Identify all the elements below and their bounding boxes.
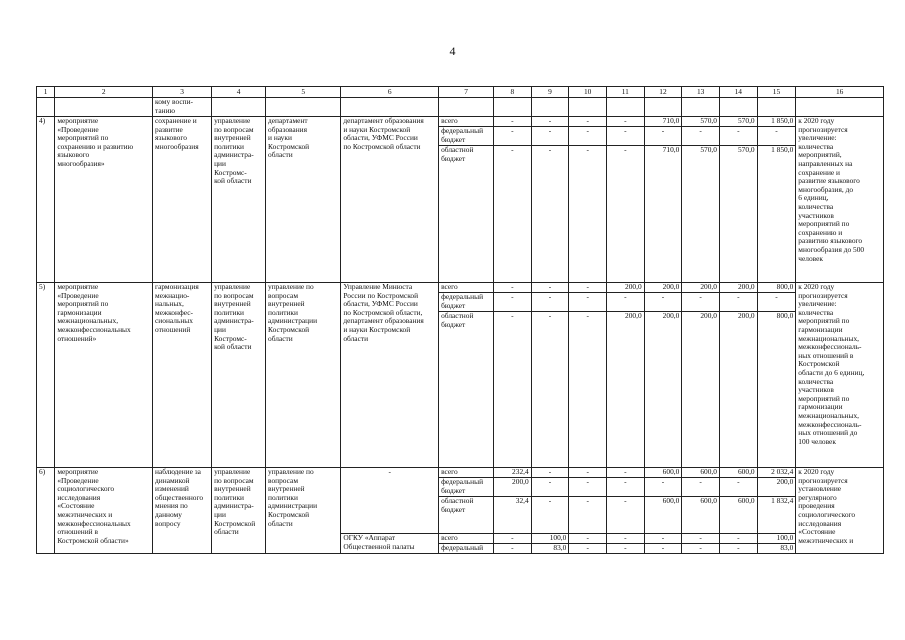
funding-source: федеральный <box>439 544 494 554</box>
value-cell: 32,4 <box>494 497 532 534</box>
measure-goal: наблюдение за динамикой изменений общественного мнения по данному вопросу <box>153 468 212 554</box>
value-cell: 200,0 <box>644 312 682 468</box>
funding-source: федеральный бюджет <box>439 127 494 146</box>
col-header: 16 <box>796 87 884 98</box>
col-header: 8 <box>494 87 532 98</box>
value-cell: 100,0 <box>531 534 569 544</box>
value-cell: - <box>719 544 757 554</box>
value-cell: 200,0 <box>644 283 682 293</box>
value-cell: - <box>531 468 569 478</box>
value-cell: 232,4 <box>494 468 532 478</box>
value-cell: 600,0 <box>644 468 682 478</box>
funding-source: всего <box>439 468 494 478</box>
col-header: 7 <box>439 87 494 98</box>
value-cell: - <box>531 312 569 468</box>
value-cell: - <box>494 117 532 127</box>
co-executors: департамент образования и науки Костромской области, УФМС России по Костромской области <box>341 117 439 283</box>
value-cell: - <box>569 497 607 534</box>
value-cell: 570,0 <box>682 117 720 127</box>
value-cell: - <box>607 127 645 146</box>
expected-result: к 2020 году прогнозируется установление регулярного проведения социологического исследования «Состояние межэтнических и <box>796 468 884 554</box>
value-cell: - <box>531 283 569 293</box>
value-cell: - <box>757 293 796 312</box>
value-cell: 200,0 <box>719 283 757 293</box>
value-cell: 570,0 <box>719 117 757 127</box>
col-header: 3 <box>153 87 212 98</box>
col-header: 4 <box>212 87 266 98</box>
value-cell: 570,0 <box>719 146 757 283</box>
measure-goal: гармонизация межнацио- нальных, межконфес- сиональных отношений <box>153 283 212 468</box>
value-cell: - <box>569 146 607 283</box>
value-cell: - <box>569 117 607 127</box>
value-cell: - <box>531 146 569 283</box>
value-cell: 1 850,0 <box>757 146 796 283</box>
header-row <box>37 87 884 98</box>
row-number: 6) <box>37 468 55 554</box>
value-cell: 600,0 <box>682 497 720 534</box>
value-cell: 800,0 <box>757 312 796 468</box>
value-cell: - <box>494 544 532 554</box>
value-cell: 200,0 <box>682 283 720 293</box>
funding-source: федеральный бюджет <box>439 293 494 312</box>
value-cell: - <box>531 478 569 497</box>
value-cell: 600,0 <box>682 468 720 478</box>
value-cell: - <box>494 293 532 312</box>
value-cell: - <box>607 146 645 283</box>
value-cell: - <box>607 544 645 554</box>
col-header: 11 <box>607 87 645 98</box>
value-cell: 83,0 <box>757 544 796 554</box>
value-cell: - <box>494 283 532 293</box>
col-header: 6 <box>341 87 439 98</box>
value-cell: - <box>607 293 645 312</box>
expected-result: к 2020 году прогнозируется увеличение: количества мероприятий, направленных на сохранение и развитие языкового многообразия, до 6 единиц, количества участников мероприятий по сохранению и развитию языкового многообразия до 500 человек <box>796 117 884 283</box>
value-cell: - <box>494 312 532 468</box>
responsible-executor: управление по вопросам внутренней политики администрации Костромской области <box>266 468 341 554</box>
value-cell: 710,0 <box>644 117 682 127</box>
value-cell: - <box>569 312 607 468</box>
value-cell: - <box>494 127 532 146</box>
value-cell: 800,0 <box>757 283 796 293</box>
value-cell: - <box>682 127 720 146</box>
value-cell: - <box>607 497 645 534</box>
value-cell: - <box>569 283 607 293</box>
value-cell: 200,0 <box>757 478 796 497</box>
col-header: 5 <box>266 87 341 98</box>
value-cell: - <box>531 497 569 534</box>
value-cell: 600,0 <box>719 497 757 534</box>
value-cell: 83,0 <box>531 544 569 554</box>
value-cell: - <box>719 127 757 146</box>
coordinator: управление по вопросам внутренней политики администра- ции Костромс- кой области <box>212 283 266 468</box>
col-header: 10 <box>569 87 607 98</box>
value-cell: - <box>757 127 796 146</box>
value-cell: - <box>494 146 532 283</box>
value-cell: - <box>644 478 682 497</box>
funding-source: всего <box>439 534 494 544</box>
value-cell: - <box>607 117 645 127</box>
col-header: 13 <box>682 87 720 98</box>
value-cell: - <box>531 293 569 312</box>
funding-source: всего <box>439 283 494 293</box>
row-number: 4) <box>37 117 55 283</box>
value-cell: - <box>569 468 607 478</box>
co-executors: ОГКУ «Аппарат Общественной палаты <box>341 534 439 554</box>
funding-source: всего <box>439 117 494 127</box>
value-cell: 600,0 <box>644 497 682 534</box>
value-cell: - <box>719 534 757 544</box>
value-cell: - <box>682 293 720 312</box>
value-cell: 200,0 <box>607 312 645 468</box>
program-table <box>36 86 884 554</box>
value-cell: - <box>644 127 682 146</box>
expected-result: к 2020 году прогнозируется увеличение: количества мероприятий по гармонизации межнациональных, межконфессиональ- ных отношений в Костромской области до 6 единиц, количества участников мероприятий по гармонизации межнациональных, межконфессиональ- ных отношений до 100 человек <box>796 283 884 468</box>
value-cell: - <box>719 293 757 312</box>
value-cell: - <box>569 293 607 312</box>
col-header: 2 <box>55 87 153 98</box>
responsible-executor: департамент образования и науки Костромской области <box>266 117 341 283</box>
col-header: 9 <box>531 87 569 98</box>
coordinator: управление по вопросам внутренней политики администра- ции Костромской области <box>212 468 266 554</box>
row-number: 5) <box>37 283 55 468</box>
value-cell: - <box>569 478 607 497</box>
funding-source: областной бюджет <box>439 146 494 283</box>
value-cell: 200,0 <box>494 478 532 497</box>
value-cell: 1 832,4 <box>757 497 796 534</box>
funding-source: федеральный бюджет <box>439 478 494 497</box>
co-executors: - <box>341 468 439 534</box>
value-cell: - <box>531 127 569 146</box>
value-cell: 200,0 <box>607 283 645 293</box>
col-header: 14 <box>719 87 757 98</box>
measure-name: мероприятие «Проведение мероприятий по гармонизации межнациональных, межконфессиональных отношений» <box>55 283 153 468</box>
value-cell: - <box>569 127 607 146</box>
value-cell: - <box>569 534 607 544</box>
table-row <box>37 117 884 127</box>
value-cell: 200,0 <box>682 312 720 468</box>
value-cell: - <box>494 534 532 544</box>
measure-name: мероприятие «Проведение социологического исследования «Состояние межэтнических и межконфессиональных отношений в Костромской области» <box>55 468 153 554</box>
value-cell: - <box>682 534 720 544</box>
value-cell: 570,0 <box>682 146 720 283</box>
table-row <box>37 283 884 293</box>
value-cell: - <box>607 468 645 478</box>
measure-goal: сохранение и развитие языкового многообразия <box>153 117 212 283</box>
value-cell: - <box>719 478 757 497</box>
funding-source: областной бюджет <box>439 312 494 468</box>
table-row <box>37 468 884 478</box>
value-cell: 2 032,4 <box>757 468 796 478</box>
value-cell: 1 850,0 <box>757 117 796 127</box>
value-cell: 200,0 <box>719 312 757 468</box>
value-cell: - <box>569 544 607 554</box>
value-cell: - <box>531 117 569 127</box>
funding-source: областной бюджет <box>439 497 494 534</box>
value-cell: - <box>682 544 720 554</box>
col-header: 1 <box>37 87 55 98</box>
value-cell: - <box>607 478 645 497</box>
value-cell: - <box>682 478 720 497</box>
coordinator: управление по вопросам внутренней политики администра- ции Костромс- кой области <box>212 117 266 283</box>
col-header: 12 <box>644 87 682 98</box>
value-cell: - <box>644 293 682 312</box>
value-cell: - <box>644 544 682 554</box>
continuation-row <box>37 98 884 117</box>
value-cell: 600,0 <box>719 468 757 478</box>
measure-name: мероприятие «Проведение мероприятий по сохранению и развитию языкового многообразия» <box>55 117 153 283</box>
continuation-text: кому воспи- танию <box>153 98 212 117</box>
value-cell: 710,0 <box>644 146 682 283</box>
responsible-executor: управление по вопросам внутренней политики администрации Костромской области <box>266 283 341 468</box>
value-cell: - <box>607 534 645 544</box>
co-executors: Управление Минюста России по Костромской области, УФМС России по Костромской области, департамент образования и науки Костромской области <box>341 283 439 468</box>
value-cell: - <box>644 534 682 544</box>
col-header: 15 <box>757 87 796 98</box>
page-number: 4 <box>449 44 456 58</box>
value-cell: 100,0 <box>757 534 796 544</box>
